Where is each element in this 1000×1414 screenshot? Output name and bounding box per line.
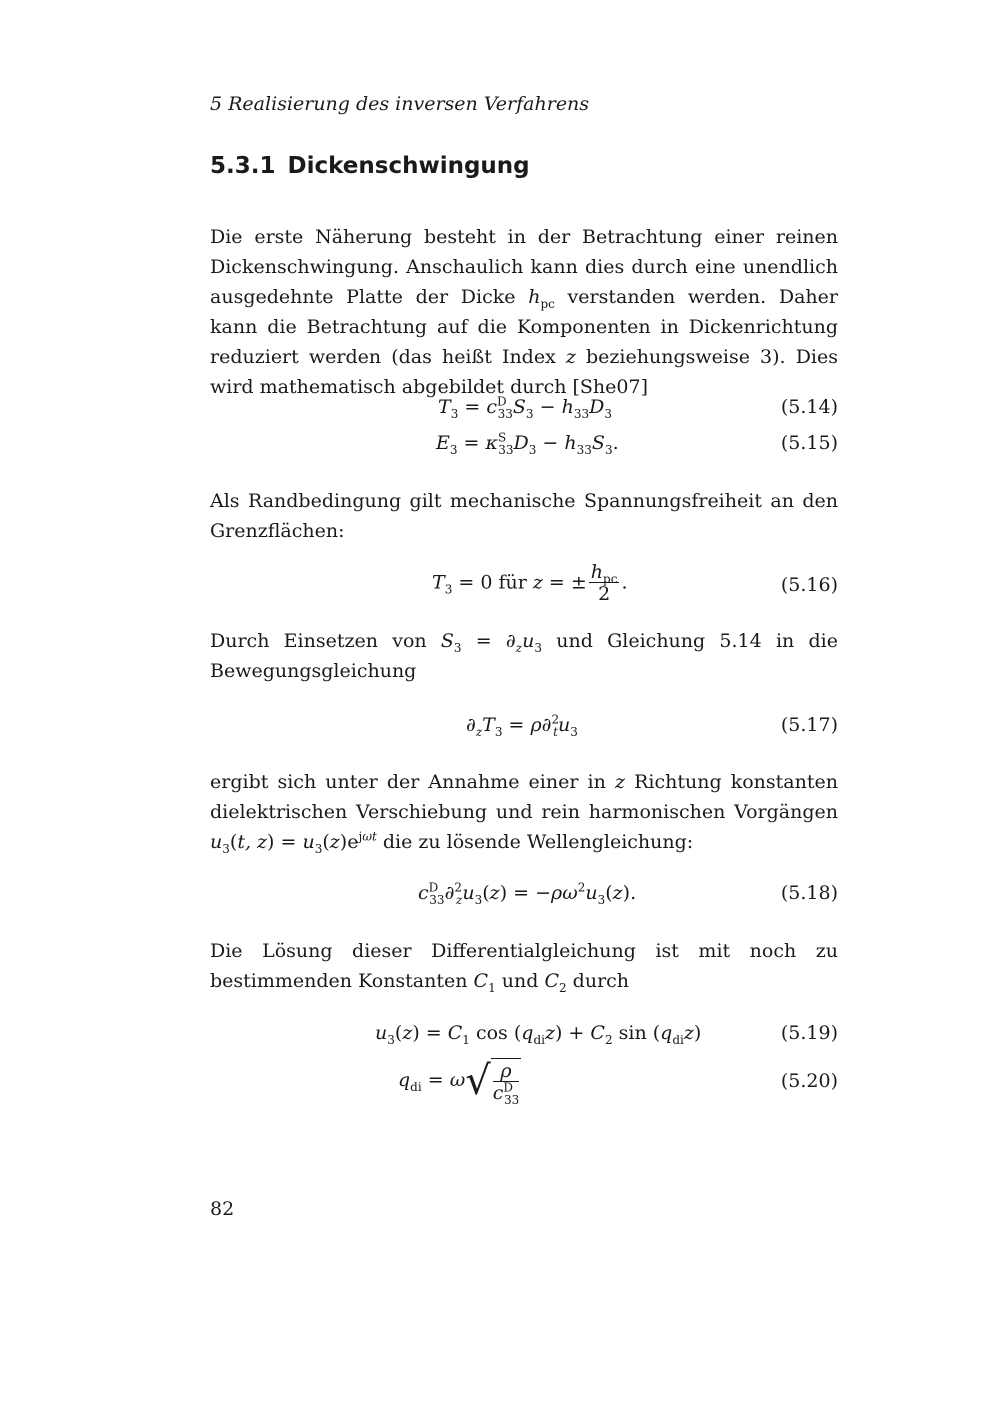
equation-number: (5.20) <box>780 1070 838 1092</box>
equation-number: (5.15) <box>780 432 838 454</box>
section-heading <box>210 153 530 179</box>
paragraph-boundary: Als Randbedingung gilt mechanische Spannungsfreiheit an den Grenzflächen: <box>210 490 838 542</box>
equation-5-20: $q_{di} = \omega√$ $\frac{\rho}{c^D_{33}}$ (5.20) <box>398 1058 838 1107</box>
equation-number: (5.19) <box>780 1022 838 1044</box>
equation-5-18: $c^D_{33}\partial^2_zu_3(z) = -\rho\omega^2u_3(z)$. (5.18) <box>418 880 838 907</box>
equation-5-15: $E_3 = \kappa^S_{33}D_3 - h_{33}S_3$. (5.15) <box>436 430 838 457</box>
equation-number: (5.18) <box>780 882 838 904</box>
paragraph-intro: Die erste Näherung besteht in der Betrachtung einer reinen Dickenschwingung. Anschaulich kann dies durch eine unendlich ausgedehnte Platte der Dicke $h_{pc}$ verstanden werden. Daher kann die Betrachtung auf die Komponenten in Dickenrichtung reduziert werden (das heißt Index z beziehungsweise 3). Dies wird mathematisch abgebildet durch [She07] <box>210 226 839 398</box>
running-head: 5 Realisierung des inversen Verfahrens <box>210 93 590 115</box>
page-number: 82 <box>210 1198 235 1220</box>
paragraph-substitution: Durch Einsetzen von $S_3 = \partial_zu_3$ und Gleichung 5.14 in die Bewegungsgleichung <box>210 630 839 682</box>
equation-5-19: $u_3(z) = C_1$ $\cos (q_{di}z) + C_2$ $\sin (q_{di}z)$ (5.19) <box>375 1022 838 1047</box>
section-number: 5.3.1 <box>210 153 276 179</box>
equation-number: (5.17) <box>780 714 838 736</box>
paragraph-solution: Die Lösung dieser Differentialgleichung ist mit noch zu bestimmenden Konstanten $C_1$ und $C_2$ durch <box>210 940 838 995</box>
paragraph-wave-equation: ergibt sich unter der Annahme einer in z Richtung konstanten dielektrischen Verschiebung und rein harmonischen Vorgängen $u_3(t$, $z) = u_3(z)e^{j\omega t}$ die zu lösende Wellengleichung: <box>210 771 838 856</box>
equation-5-14: $T_3 = c^D_{33}S_3 - h_{33}D_3$ (5.14) <box>438 394 838 421</box>
equation-number: (5.16) <box>780 574 838 596</box>
equation-5-17: $\partial_zT_3 = \rho\partial^2_tu_3$ (5.17) <box>466 712 838 739</box>
equation-number: (5.14) <box>780 396 838 418</box>
section-title: Dickenschwingung <box>287 153 530 179</box>
equation-5-16: $T_3 = 0$ für z = ± $\frac{h_{pc}}{2}$ . (5.16) <box>432 561 838 605</box>
